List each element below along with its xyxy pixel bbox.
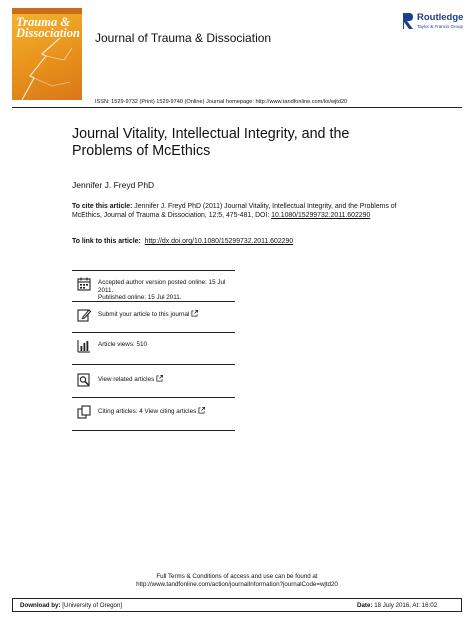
citing-articles-text (98, 407, 238, 416)
date-value: 18 July 2016, At: 16:02 (372, 602, 438, 609)
panel-divider (72, 397, 235, 398)
download-value: [University of Oregon] (60, 602, 123, 609)
cite-label: To cite this article: (72, 203, 133, 210)
copy-icon (77, 405, 91, 419)
external-link-icon (156, 375, 163, 382)
article-url-link[interactable]: http://dx.doi.org/10.1080/15299732.2011.602290 (144, 238, 294, 245)
terms-url-link[interactable]: http://www.tandfonline.com/action/journalInformation?journalCode=wjtd20 (136, 581, 338, 588)
search-icon (77, 373, 91, 387)
terms-line-1: Full Terms & Conditions of access and use can be found at (156, 573, 318, 580)
panel-divider (72, 332, 235, 333)
citation (72, 202, 402, 220)
citing-articles-label: Citing articles: 4 View citing articles (98, 408, 197, 415)
issn-line: ISSN: 1529-9732 (Print) 1529-9740 (Online) Journal homepage: http://www.tandfonline.com/loi/wjtd20 (95, 99, 348, 105)
external-link-icon (191, 310, 198, 317)
download-label: Download by: (20, 602, 61, 609)
cite-text: Jennifer J. Freyd PhD (2011) Journal Vitality, Intellectual Integrity, and the Problems of McEthics, Journal of Trauma & Dissociation, 12:5, 475-481, DOI: (72, 203, 397, 220)
publisher-logo (402, 12, 466, 34)
link-label: To link to this article: (72, 238, 141, 245)
external-link-icon (198, 407, 205, 414)
journal-name: Journal of Trauma & Dissociation (95, 31, 272, 45)
cite-doi-link[interactable]: 10.1080/15299732.2011.602290 (271, 212, 371, 220)
edit-icon (77, 308, 91, 322)
download-info-box (12, 598, 462, 612)
publication-history-text: Accepted author version posted online: 15 Jul 2011. Published online: 15 Jul 2011. (98, 279, 226, 302)
cover-title: Trauma & Dissociation (16, 15, 80, 40)
journal-cover (12, 8, 82, 100)
related-articles-text (98, 375, 238, 384)
article-title: Journal Vitality, Intellectual Integrity, and the Problems of McEthics (72, 126, 350, 159)
terms-notice (0, 573, 474, 589)
panel-divider (72, 430, 235, 431)
publisher-name: Routledge (417, 12, 464, 23)
bar-chart-icon (77, 339, 91, 353)
header-divider (12, 107, 462, 108)
article-author: Jennifer J. Freyd PhD (72, 180, 155, 190)
article-link (72, 238, 402, 245)
panel-divider (72, 270, 235, 271)
download-by (20, 602, 122, 609)
routledge-logo-icon (402, 12, 414, 30)
submit-article-label: Submit your article to this journal (98, 311, 190, 318)
date-label: Date: (357, 602, 373, 609)
panel-divider (72, 364, 235, 365)
calendar-icon (77, 277, 91, 291)
download-date (357, 602, 437, 609)
cover-lightning-art (12, 38, 82, 100)
publisher-subtitle: Taylor & Francis Group (417, 24, 464, 29)
submit-article-text (98, 310, 238, 319)
related-articles-label: View related articles (98, 376, 155, 383)
cover-strip (12, 8, 82, 14)
article-views-text: Article views: 510 (98, 341, 147, 348)
